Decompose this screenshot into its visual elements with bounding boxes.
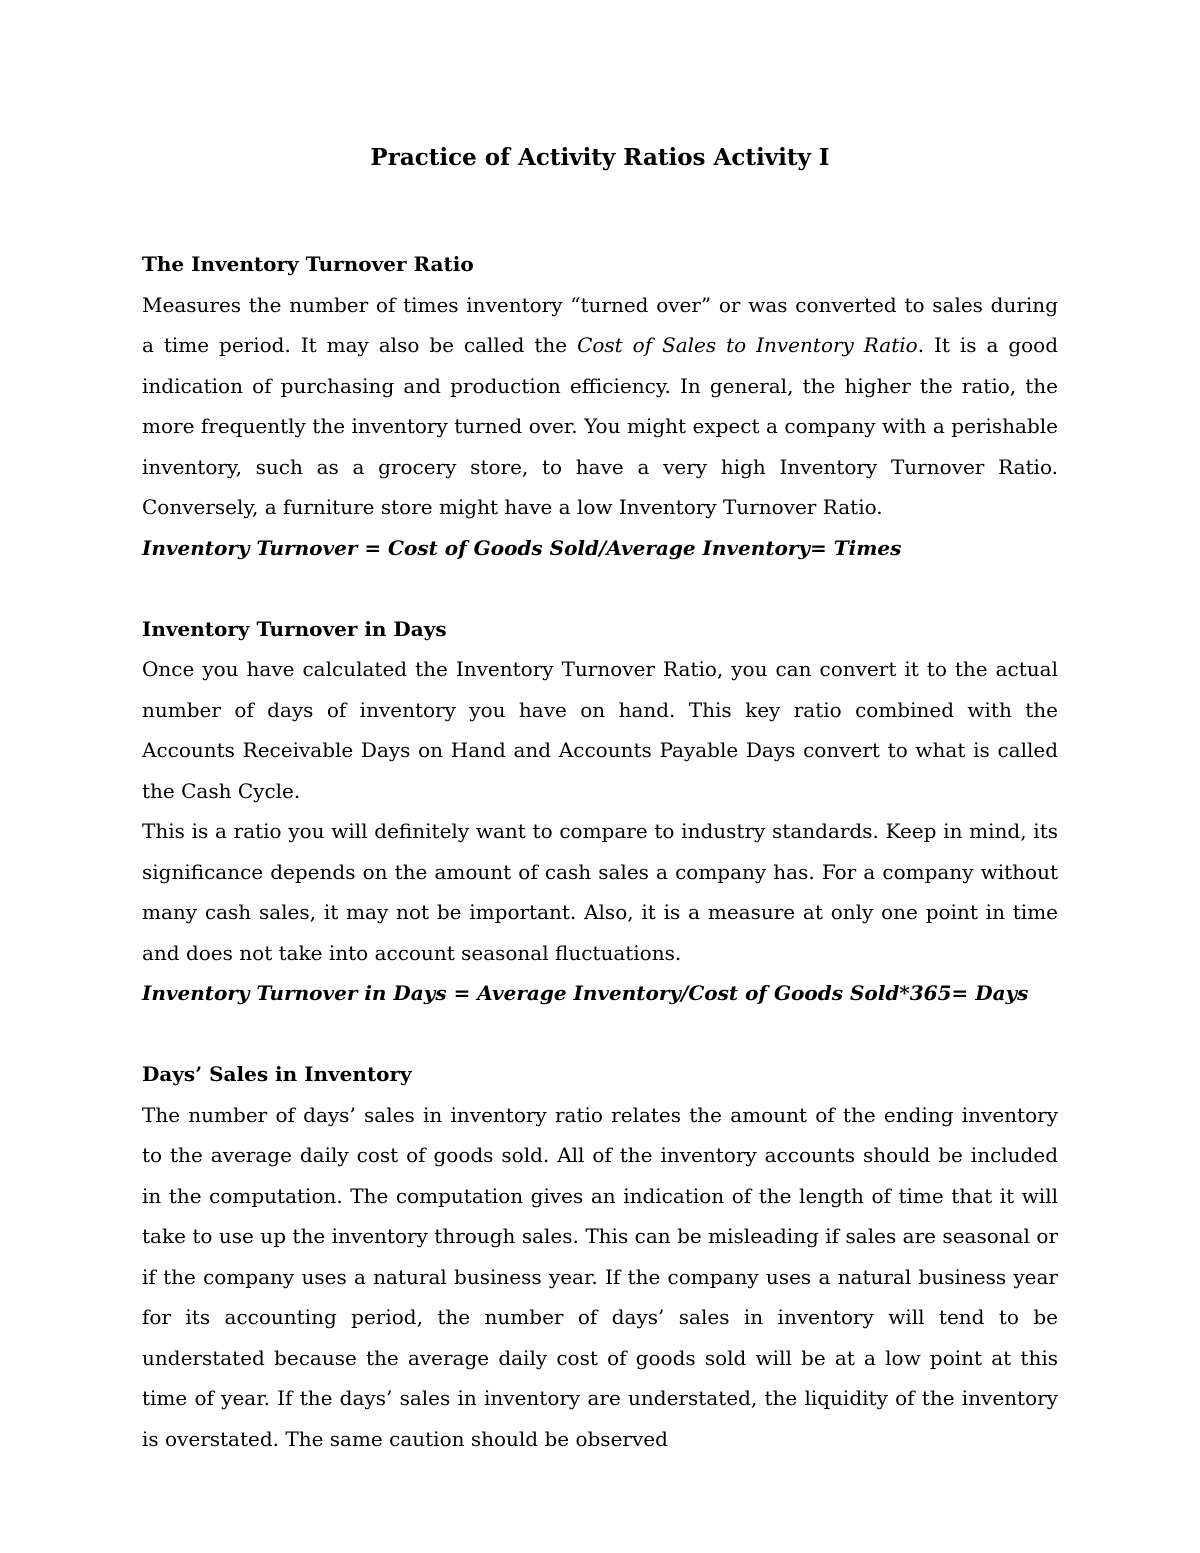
paragraph-text: . It is a good indication of purchasing and production efficiency. In general, the higher the ratio, the more frequently the inventory turned over. You might expect a company with a perishable inventory, such as a grocery store, to have a very high Inventory Turnover Ratio. Conversely, a furniture store might have a low Inventory Turnover Ratio. xyxy=(142,333,1059,519)
section-heading: Inventory Turnover in Days xyxy=(142,616,447,641)
section-days-sales-in-inventory xyxy=(142,1054,1058,1459)
italic-term: Cost of Sales to Inventory Ratio xyxy=(577,333,918,357)
page-title: Practice of Activity Ratios Activity I xyxy=(370,144,830,171)
section-heading: The Inventory Turnover Ratio xyxy=(142,252,474,276)
document-body xyxy=(142,140,1058,1459)
section-paragraph: This is a ratio you will definitely want to compare to industry standards. Keep in mind, its significance depends on the amount of cash sales a company has. For a company without many cash sales, it may not be important. Also, it is a measure at only one point in time and does not take into account seasonal fluctuations. xyxy=(142,819,1058,965)
section-paragraph: The number of days’ sales in inventory ratio relates the amount of the ending inventory to the average daily cost of goods sold. All of the inventory accounts should be included in the computation. The computation gives an indication of the length of time that it will take to use up the inventory through sales. This can be misleading if sales are seasonal or if the company uses a natural business year. If the company uses a natural business year for its accounting period, the number of days’ sales in inventory will tend to be understated because the average daily cost of goods sold will be at a low point at this time of year. If the days’ sales in inventory are understated, the liquidity of the inventory is overstated. The same caution should be observed xyxy=(142,1102,1058,1451)
section-paragraph xyxy=(142,285,1058,528)
spacer xyxy=(142,568,1058,609)
formula: Inventory Turnover in Days = Average Inventory/Cost of Goods Sold*365= Days xyxy=(142,981,1029,1005)
section-paragraph: Once you have calculated the Inventory Turnover Ratio, you can convert it to the actual number of days of inventory you have on hand. This key ratio combined with the Accounts Receivable Days on Hand and Accounts Payable Days convert to what is called the Cash Cycle. xyxy=(142,657,1058,803)
section-heading: Days’ Sales in Inventory xyxy=(142,1062,412,1086)
paragraph-text: Measures the number of times inventory “turned over” or was converted to sales during a time period. It may also be called the xyxy=(142,292,1058,357)
section-inventory-turnover-ratio xyxy=(142,244,1058,568)
spacer xyxy=(142,1014,1058,1055)
section-inventory-turnover-in-days xyxy=(142,609,1058,1014)
formula: Inventory Turnover = Cost of Goods Sold/Average Inventory= Times xyxy=(142,535,902,560)
